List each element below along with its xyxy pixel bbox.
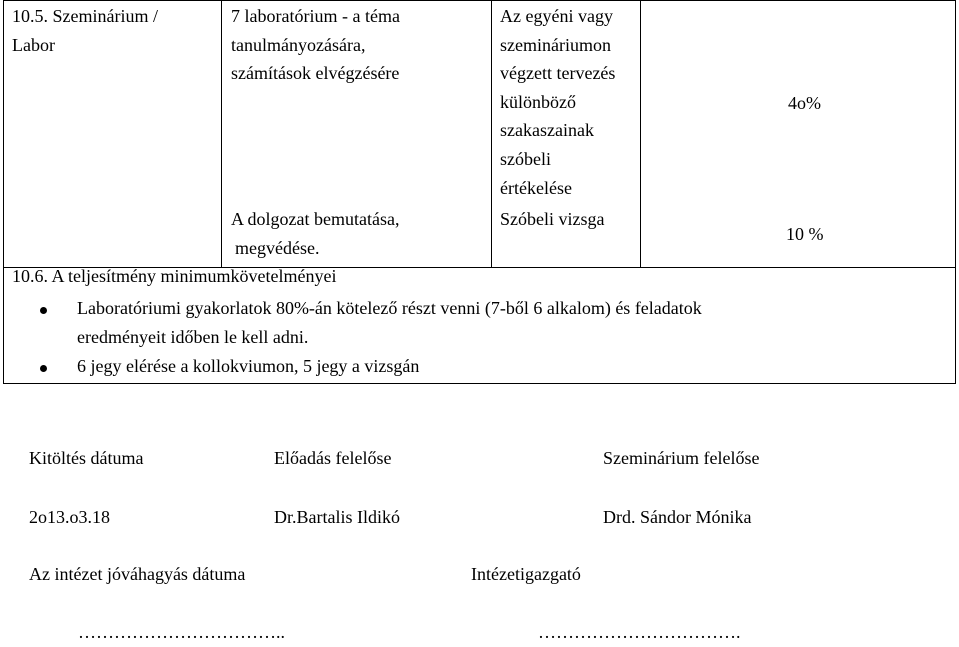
fill-date-value: 2o13.o3.18 [29, 507, 110, 527]
row1-activity-line-1: 7 laboratórium - a téma [231, 6, 400, 26]
section-10-5-line-2: Labor [12, 34, 55, 55]
bullet-item-1-line-1: Laboratóriumi gyakorlatok 80%-án kötelező részt venni (7-ből 6 alkalom) és feladatok [77, 298, 702, 318]
row1-activity-line-3: számítások elvégzésére [231, 63, 400, 84]
row1-evaluation-line-6: szóbeli [500, 148, 551, 169]
table-border-right [955, 0, 956, 384]
director-signature-dotted-line: ……………………………. [538, 622, 741, 642]
section-10-6-title: 10.6. A teljesítmény minimumkövetelményei [12, 266, 337, 286]
fill-date-label: Kitöltés dátuma [29, 448, 144, 468]
row2-activity-line-1: A dolgozat bemutatása, [231, 209, 400, 229]
seminar-responsible-label: Szeminárium felelőse [603, 448, 760, 468]
row1-evaluation-line-3: végzett tervezés [500, 63, 616, 84]
seminar-responsible-name: Drd. Sándor Mónika [603, 507, 752, 527]
bullet-item-1 [77, 294, 702, 351]
table-col-divider-2 [491, 0, 492, 267]
row1-weight: 4o% [788, 93, 821, 113]
section-10-5-label [12, 2, 158, 59]
row2-evaluation: Szóbeli vizsga [500, 209, 605, 229]
row1-evaluation-line-4: különböző [500, 91, 576, 112]
approval-date-label: Az intézet jóváhagyás dátuma [29, 564, 246, 584]
bullet-item-2 [77, 352, 419, 381]
bullet-item-1-line-2: eredményeit időben le kell adni. [77, 326, 309, 347]
bullet-dot-2 [40, 365, 47, 372]
row1-evaluation [500, 2, 615, 202]
row1-evaluation-line-5: szakaszainak [500, 120, 594, 141]
table-col-divider-1 [221, 0, 222, 267]
row2-activity-line-2: megvédése. [235, 237, 320, 258]
row1-evaluation-line-2: szemináriumon [500, 34, 611, 55]
table-border-top [3, 0, 956, 1]
table-border-bottom [3, 383, 956, 384]
approval-date-dotted-line: …………………………….. [78, 622, 285, 642]
row1-activity [231, 2, 400, 88]
table-col-divider-3 [640, 0, 641, 267]
bullet-dot-1 [40, 307, 47, 314]
lecture-responsible-label: Előadás felelőse [274, 448, 392, 468]
table-border-left [3, 0, 4, 384]
lecture-responsible-name: Dr.Bartalis Ildikó [274, 507, 400, 527]
row1-evaluation-line-7: értékelése [500, 177, 572, 198]
row1-activity-line-2: tanulmányozására, [231, 34, 366, 55]
bullet-item-2-line-1: 6 jegy elérése a kollokviumon, 5 jegy a vizsgán [77, 356, 420, 376]
row2-weight: 10 % [786, 224, 824, 244]
row2-activity [231, 205, 399, 262]
section-10-5-line-1: 10.5. Szeminárium / [12, 6, 158, 26]
row1-evaluation-line-1: Az egyéni vagy [500, 6, 613, 26]
director-label: Intézetigazgató [471, 564, 581, 584]
